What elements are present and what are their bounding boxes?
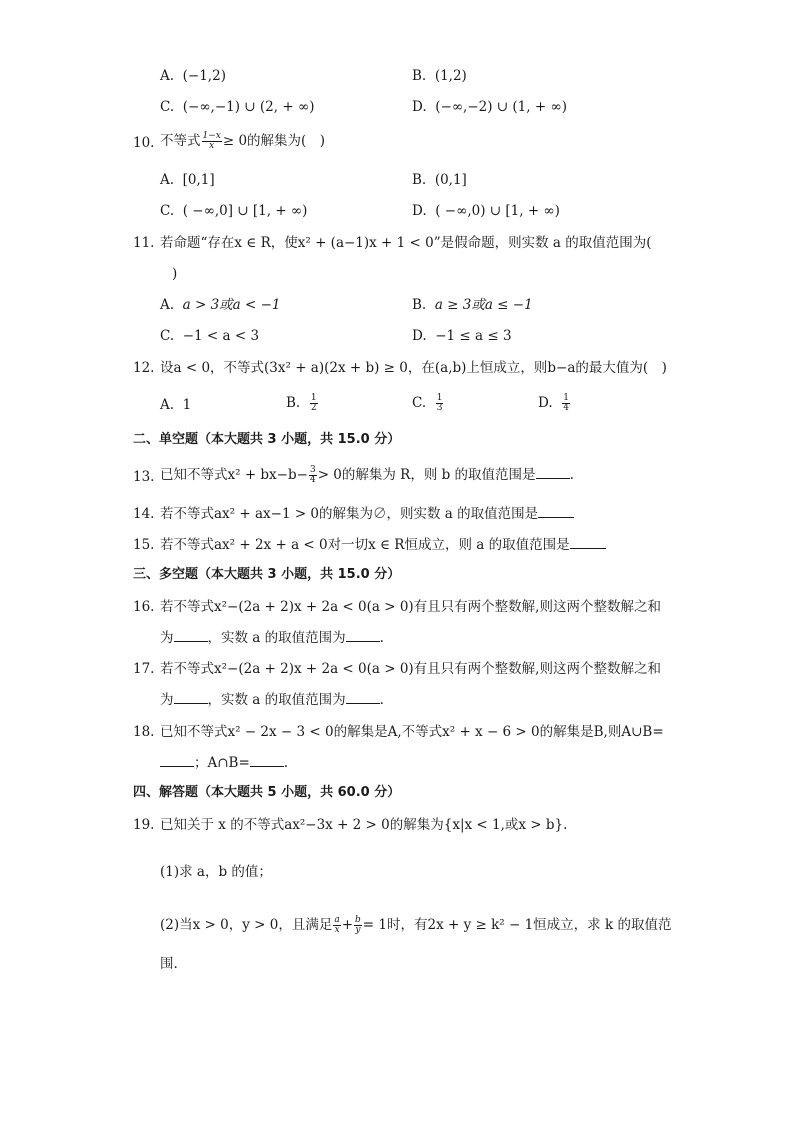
question-number: 14. (133, 506, 155, 522)
answer-blank[interactable] (536, 466, 570, 479)
option-c[interactable]: C. ( −∞,0] ∪ [1, + ∞) (160, 203, 308, 219)
answer-blank[interactable] (346, 691, 380, 704)
question-number: 16. (133, 599, 155, 615)
question-number: 15. (133, 537, 155, 553)
option-d[interactable]: D. (−∞,−2) ∪ (1, + ∞) (412, 99, 567, 115)
question-text: 若不等式x²−(2a + 2)x + 2a < 0(a > 0)有且只有两个整数解,则这两个整数解之和 (160, 661, 661, 677)
sub-question-2-continued: 围. (160, 956, 178, 972)
question-text: 已知不等式x² − 2x − 3 < 0的解集是A,不等式x² + x − 6 > 0的解集是B,则A∪B= (160, 724, 664, 740)
section-heading: 二、单空题（本大题共 3 小题，共 15.0 分） (133, 432, 401, 447)
question-number: 13. (133, 469, 155, 485)
answer-blank[interactable] (570, 536, 606, 549)
option-d[interactable]: D. −1 ≤ a ≤ 3 (412, 328, 512, 344)
question-text: 若不等式x²−(2a + 2)x + 2a < 0(a > 0)有且只有两个整数解,则这两个整数解之和 (160, 599, 661, 615)
section-heading: 四、解答题（本大题共 5 小题，共 60.0 分） (133, 785, 401, 800)
question-text: 设a < 0，不等式(3x² + a)(2x + b) ≥ 0，在(a,b)上恒成立，则b−a的最大值为( ) (160, 360, 667, 376)
option-a[interactable]: A. (−1,2) (160, 68, 226, 84)
question-text-continued: 为 ，实数 a 的取值范围为 . (160, 692, 384, 708)
option-b[interactable]: B. a ≥ 3或a ≤ −1 (412, 297, 533, 313)
answer-blank[interactable] (160, 754, 194, 767)
answer-blank[interactable] (174, 629, 208, 642)
question-text: 若不等式ax² + 2x + a < 0对一切x ∈ R恒成立，则 a 的取值范围是 (160, 536, 606, 554)
option-b[interactable]: B. $\frac{1}{2}$ (286, 393, 317, 413)
question-number: 11. (133, 235, 155, 251)
answer-blank[interactable] (538, 505, 574, 518)
option-a[interactable]: A. a > 3或a < −1 (160, 297, 281, 313)
answer-blank[interactable] (250, 754, 284, 767)
question-text: 不等式 $\frac{1-x}{x}$ ≥ 0的解集为( ) (160, 131, 326, 151)
answer-blank[interactable] (346, 629, 380, 642)
option-c[interactable]: C. $\frac{1}{3}$ (412, 393, 443, 413)
option-b[interactable]: B. (1,2) (412, 68, 467, 84)
question-number: 12. (133, 360, 155, 376)
question-text: 若命题“存在x ∈ R，使x² + (a−1)x + 1 < 0”是假命题，则实数 a 的取值范围为( (160, 235, 652, 251)
question-number: 17. (133, 661, 155, 677)
option-c[interactable]: C. −1 < a < 3 (160, 328, 260, 344)
question-number: 18. (133, 724, 155, 740)
option-c[interactable]: C. (−∞,−1) ∪ (2, + ∞) (160, 99, 315, 115)
sub-question-2: (2)当x > 0，y > 0，且满足 $\frac{a}{x}$ + $\frac{b}{y}$ = 1时，有2x + y ≥ k² − 1恒成立，求 k 的取值范 (160, 915, 672, 935)
section-heading: 三、多空题（本大题共 3 小题，共 15.0 分） (133, 567, 401, 582)
answer-blank[interactable] (174, 691, 208, 704)
sub-question-1: (1)求 a，b 的值； (160, 864, 272, 880)
question-text-continued: ；A∩B= . (160, 754, 288, 772)
option-b[interactable]: B. (0,1] (412, 172, 467, 188)
question-text: 已知关于 x 的不等式ax²−3x + 2 > 0的解集为{x|x < 1,或x > b}. (160, 817, 568, 833)
question-text: 若不等式ax² + ax−1 > 0的解集为∅，则实数 a 的取值范围是 (160, 505, 574, 523)
question-text-continued: ) (172, 266, 178, 282)
question-number: 10. (133, 135, 155, 151)
question-number: 19. (133, 817, 155, 833)
question-text: 已知不等式x² + bx−b− $\frac{3}{4}$ > 0的解集为 R，则 b 的取值范围是 . (160, 465, 574, 485)
option-d[interactable]: D. $\frac{1}{4}$ (538, 393, 569, 413)
option-d[interactable]: D. ( −∞,0) ∪ [1, + ∞) (412, 203, 560, 219)
option-a[interactable]: A. [0,1] (160, 172, 215, 188)
question-text-continued: 为 ，实数 a 的取值范围为 . (160, 630, 384, 646)
option-a[interactable]: A. 1 (160, 397, 192, 413)
